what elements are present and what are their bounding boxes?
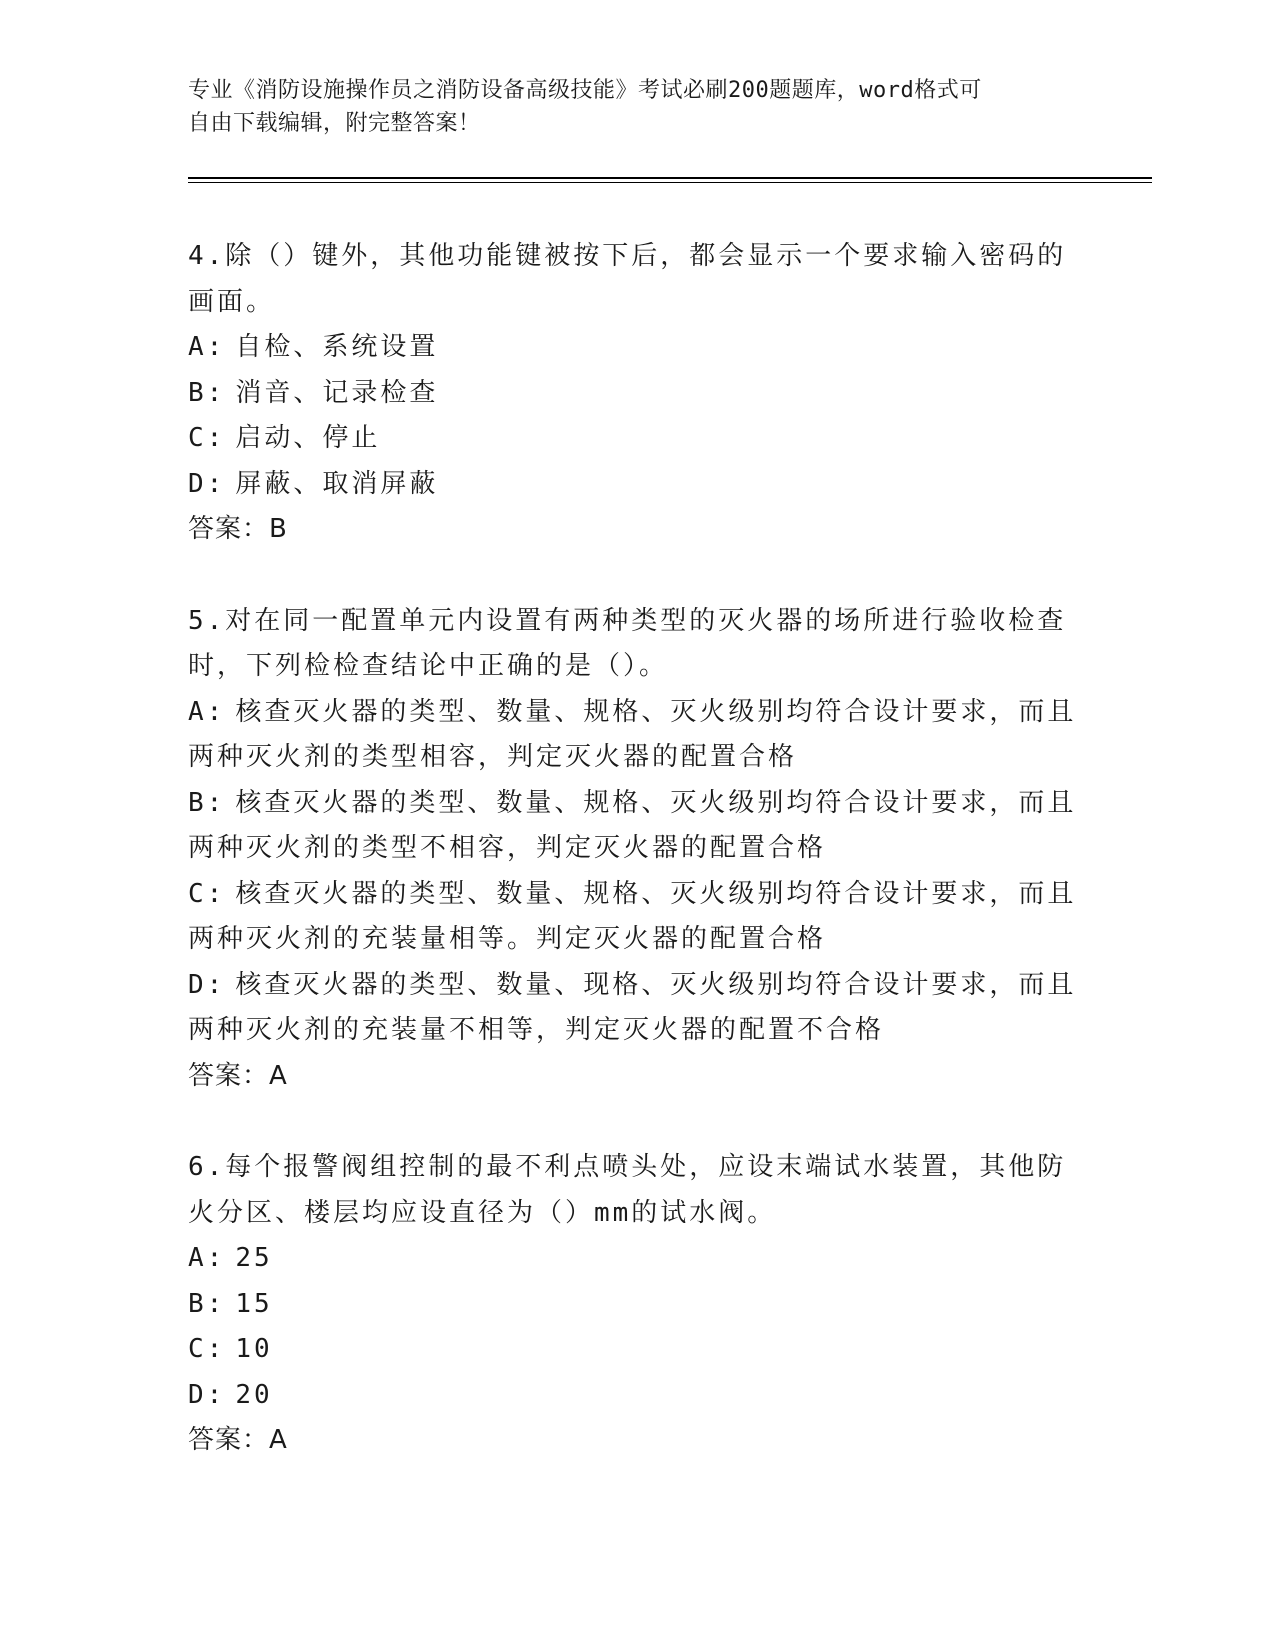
option-a (188, 325, 1088, 371)
option-key: D: (188, 468, 226, 499)
question-stem: 6.每个报警阀组控制的最不利点喷头处，应设末端试水装置，其他防 (188, 1152, 1067, 1182)
question-stem: 4.除（）键外，其他功能键被按下后，都会显示一个要求输入密码的 (188, 241, 1067, 271)
option-text: 核查灭火器的类型、数量、规格、灭火级别均符合设计要求，而且 (235, 878, 1077, 909)
document-header (188, 74, 1068, 140)
option-b-continued: 两种灭火剂的类型不相容，判定灭火器的配置合格 (188, 833, 827, 863)
option-text: 核查灭火器的类型、数量、现格、灭火级别均符合设计要求，而且 (235, 969, 1077, 1000)
option-text: 10 (235, 1334, 273, 1364)
option-b (188, 781, 1088, 827)
header-divider-thick (188, 177, 1152, 179)
question-stem-continued: 画面。 (188, 286, 276, 317)
option-key: A: (188, 696, 226, 727)
option-c-continued: 两种灭火剂的充装量相等。判定灭火器的配置合格 (188, 924, 827, 954)
option-text: 自检、系统设置 (235, 332, 439, 362)
answer-label: 答案：A (188, 1060, 288, 1091)
option-d (188, 963, 1088, 1009)
option-key: B: (188, 377, 226, 408)
question-stem-continued: 时，下列检检查结论中正确的是（）。 (188, 651, 669, 681)
option-key: C: (188, 1334, 226, 1364)
option-key: A: (188, 1243, 226, 1273)
option-key: B: (188, 1288, 226, 1319)
option-text: 核查灭火器的类型、数量、规格、灭火级别均符合设计要求，而且 (235, 696, 1077, 727)
option-text: 15 (235, 1288, 273, 1319)
option-text: 20 (235, 1379, 273, 1410)
option-a-continued: 两种灭火剂的类型相容，判定灭火器的配置合格 (188, 742, 798, 772)
option-c (188, 872, 1088, 918)
header-line-1: 专业《消防设施操作员之消防设备高级技能》考试必刷200题题库，word格式可 (188, 78, 982, 103)
header-divider-thin (188, 182, 1152, 183)
option-key: A: (188, 332, 226, 362)
question-stem: 5.对在同一配置单元内设置有两种类型的灭火器的场所进行验收检查 (188, 605, 1067, 636)
option-key: D: (188, 969, 226, 1000)
option-text: 核查灭火器的类型、数量、规格、灭火级别均符合设计要求，而且 (235, 787, 1077, 818)
option-d-continued: 两种灭火剂的充装量不相等，判定灭火器的配置不合格 (188, 1015, 885, 1045)
option-c (188, 416, 1088, 462)
question-4 (188, 234, 1088, 553)
option-d (188, 462, 1088, 508)
answer-label: 答案：A (188, 1425, 288, 1455)
option-text: 消音、记录检查 (235, 377, 439, 408)
option-a (188, 690, 1088, 736)
question-list (188, 234, 1088, 1510)
answer-label: 答案：B (188, 514, 288, 544)
option-key: C: (188, 878, 226, 909)
option-key: B: (188, 787, 226, 818)
option-text: 25 (235, 1243, 273, 1273)
option-key: C: (188, 423, 226, 453)
option-c (188, 1327, 1088, 1373)
question-6 (188, 1145, 1088, 1464)
option-a (188, 1236, 1088, 1282)
question-stem-continued: 火分区、楼层均应设直径为（）mm的试水阀。 (188, 1197, 777, 1228)
option-b (188, 371, 1088, 417)
question-5 (188, 599, 1088, 1100)
option-key: D: (188, 1379, 226, 1410)
header-line-2: 自由下载编辑，附完整答案！ (188, 111, 481, 136)
option-d (188, 1373, 1088, 1419)
option-b (188, 1282, 1088, 1328)
option-text: 屏蔽、取消屏蔽 (235, 468, 439, 499)
option-text: 启动、停止 (235, 423, 381, 453)
